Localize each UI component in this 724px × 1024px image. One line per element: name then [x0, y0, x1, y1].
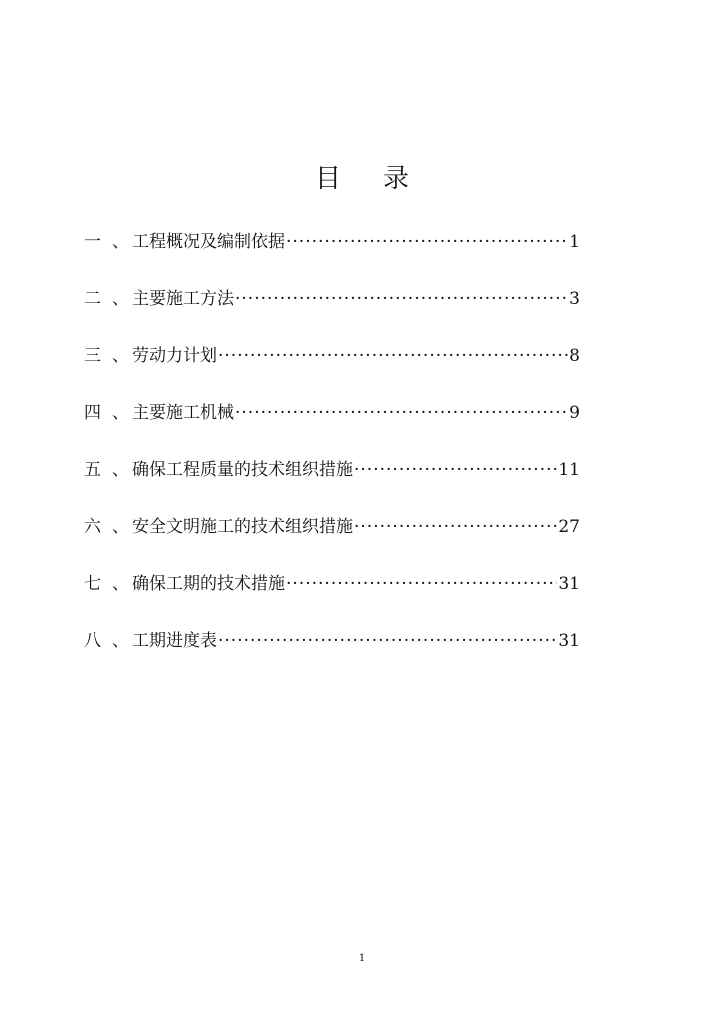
toc-entry-number: 一 [84, 232, 101, 252]
toc-entry-leader [286, 228, 568, 256]
toc-entry-label: 劳动力计划 [132, 346, 217, 366]
toc-entry-leader [235, 399, 568, 427]
toc-entry-number: 八 [84, 631, 101, 651]
toc-entry-number: 四 [84, 403, 101, 423]
toc-entry-separator: 、 [112, 574, 129, 594]
toc-entry[interactable] [84, 456, 580, 513]
toc-entry-page: 11 [558, 460, 580, 480]
toc-entry[interactable] [84, 513, 580, 570]
toc-entry-leader [218, 342, 568, 370]
page-title: 目录 [314, 164, 451, 194]
toc-entry-label: 确保工程质量的技术组织措施 [132, 460, 353, 480]
toc-entry-label: 确保工期的技术措施 [132, 574, 285, 594]
page-number: 1 [358, 953, 366, 964]
toc-entry-page: 1 [569, 232, 580, 252]
toc-entry-label: 工期进度表 [132, 631, 217, 651]
toc-entry-separator: 、 [112, 403, 129, 423]
table-of-contents [84, 228, 580, 684]
toc-entry[interactable] [84, 228, 580, 285]
toc-entry[interactable] [84, 570, 580, 627]
toc-entry-number: 七 [84, 574, 101, 594]
toc-entry-separator: 、 [112, 232, 129, 252]
toc-entry-leader [235, 285, 568, 313]
toc-entry[interactable] [84, 627, 580, 684]
toc-entry-separator: 、 [112, 460, 129, 480]
toc-entry[interactable] [84, 285, 580, 342]
toc-entry-number: 三 [84, 346, 101, 366]
toc-entry-number: 五 [84, 460, 101, 480]
toc-entry-label: 主要施工机械 [132, 403, 234, 423]
toc-entry-page: 31 [558, 574, 580, 594]
toc-entry-label: 主要施工方法 [132, 289, 234, 309]
toc-entry[interactable] [84, 399, 580, 456]
toc-entry-number: 六 [84, 517, 101, 537]
toc-entry-label: 安全文明施工的技术组织措施 [132, 517, 353, 537]
toc-entry-label: 工程概况及编制依据 [132, 232, 285, 252]
toc-entry-leader [354, 456, 557, 484]
toc-entry-page: 9 [569, 403, 580, 423]
toc-entry-leader [286, 570, 557, 598]
toc-entry-number: 二 [84, 289, 101, 309]
toc-entry-page: 27 [558, 517, 580, 537]
toc-entry-separator: 、 [112, 517, 129, 537]
toc-entry-page: 31 [558, 631, 580, 651]
toc-entry-separator: 、 [112, 289, 129, 309]
toc-entry-page: 8 [569, 346, 580, 366]
toc-entry-leader [218, 627, 557, 655]
toc-entry-leader [354, 513, 557, 541]
toc-entry-separator: 、 [112, 631, 129, 651]
toc-entry-page: 3 [569, 289, 580, 309]
toc-entry[interactable] [84, 342, 580, 399]
toc-entry-separator: 、 [112, 346, 129, 366]
